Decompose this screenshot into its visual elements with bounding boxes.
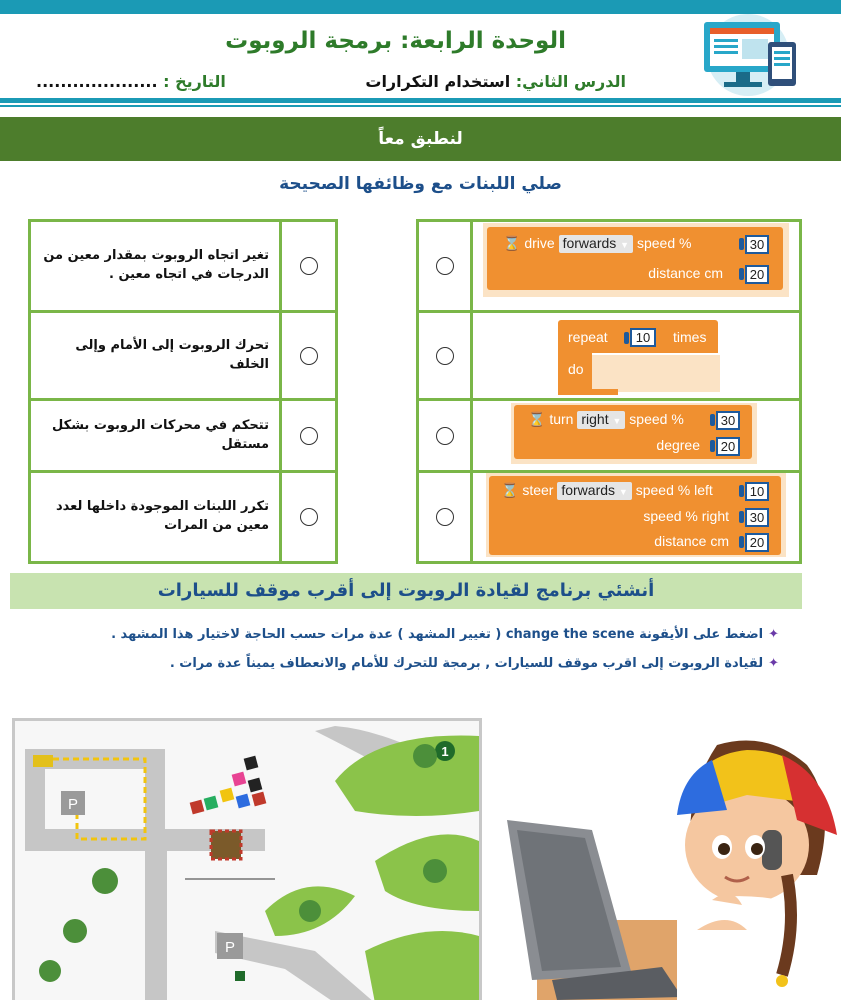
steer-direction-value: forwards (561, 482, 616, 498)
instruction-bullet (170, 656, 779, 671)
arrow-bullet-icon: ✦ (768, 656, 779, 671)
input-tab (739, 536, 744, 548)
function-text: تتحكم في محركات الروبوت بشكل مستقل (30, 400, 281, 472)
steer-right-input[interactable]: 30 (745, 508, 769, 527)
unit-title: الوحدة الرابعة: برمجة الروبوت (225, 28, 566, 54)
parking-sign-text: P (67, 796, 79, 813)
steer-block[interactable] (489, 476, 781, 555)
repeat-keyword: repeat (568, 329, 608, 345)
function-circle-cell (281, 472, 337, 563)
connect-circle[interactable] (300, 257, 318, 275)
connect-circle[interactable] (300, 347, 318, 365)
practice-banner: لنطبق معاً (0, 117, 841, 161)
hourglass-icon: ⌛ (501, 482, 519, 498)
block-circle-cell (418, 312, 472, 400)
drive-speed-label: speed % (636, 235, 692, 251)
instruction-bullet (111, 627, 779, 642)
drive-speed-input[interactable]: 30 (745, 235, 769, 254)
function-circle-cell (281, 312, 337, 400)
turn-degree-label: degree (656, 437, 700, 453)
turn-direction-value: right (581, 411, 609, 427)
hourglass-icon: ⌛ (503, 235, 521, 251)
connect-circle[interactable] (300, 508, 318, 526)
date-value: .................... (36, 72, 158, 91)
repeat-block-bg (592, 355, 720, 392)
connect-circle[interactable] (436, 257, 454, 275)
turn-keyword: turn (549, 411, 574, 427)
connect-circle[interactable] (300, 427, 318, 445)
function-text: تغير اتجاه الروبوت بمقدار معين من الدرجات في اتجاه معين . (30, 221, 281, 312)
lesson-title (365, 72, 626, 91)
repeat-block[interactable] (558, 320, 718, 353)
connect-circle[interactable] (436, 347, 454, 365)
drive-distance-label: distance cm (648, 265, 723, 281)
input-tab (739, 485, 744, 497)
connect-circle[interactable] (436, 508, 454, 526)
steer-distance-label: distance cm (654, 533, 729, 549)
function-text: تكرر اللبنات الموجودة داخلها لعدد معين من المرات (30, 472, 281, 563)
steer-left-input[interactable]: 10 (745, 482, 769, 501)
input-tab (710, 414, 715, 426)
input-tab (739, 268, 744, 280)
bullet-text: لقيادة الروبوت إلى اقرب موقف للسيارات , برمجة للتحرك للأمام والانعطاف يميناً عدة مرات . (169, 656, 764, 671)
scene-number: 1 (441, 744, 449, 759)
turn-direction-dropdown[interactable] (577, 411, 625, 429)
steer-distance-input[interactable]: 20 (745, 533, 769, 552)
robot-map-scene (12, 718, 482, 1000)
block-circle-cell (418, 221, 472, 312)
steer-keyword: steer (522, 482, 554, 498)
input-tab (739, 511, 744, 523)
girl-laptop-illustration (497, 735, 841, 1000)
dropdown-arrow-icon: ▼ (620, 240, 630, 250)
function-circle-cell (281, 400, 337, 472)
turn-speed-label: speed % (629, 411, 684, 427)
connect-circle[interactable] (436, 427, 454, 445)
map-illustration (15, 721, 479, 1000)
hourglass-icon: ⌛ (528, 411, 546, 427)
turn-speed-input[interactable]: 30 (716, 411, 740, 430)
arrow-bullet-icon: ✦ (768, 627, 779, 642)
repeat-block-bottom (558, 389, 618, 395)
date-label: التاريخ : (163, 72, 226, 91)
lesson-name: استخدام التكرارات (365, 72, 511, 91)
repeat-count-input[interactable]: 10 (630, 328, 656, 347)
drive-keyword: drive (524, 235, 555, 251)
block-circle-cell (418, 400, 472, 472)
steer-left-label: speed % left (635, 482, 713, 498)
dropdown-arrow-icon: ▼ (612, 416, 622, 426)
input-tab (739, 238, 744, 250)
lesson-label: الدرس الثاني: (515, 72, 626, 91)
dropdown-arrow-icon: ▼ (618, 487, 628, 497)
section2-title: أنشئي برنامج لقيادة الروبوت إلى أقرب موقف للسيارات (10, 573, 802, 609)
turn-block[interactable] (514, 405, 752, 459)
drive-distance-input[interactable]: 20 (745, 265, 769, 284)
functions-table (28, 219, 338, 564)
drive-direction-value: forwards (562, 235, 617, 251)
date-field (36, 72, 226, 91)
computer-icon (688, 12, 808, 98)
block-circle-cell (418, 472, 472, 563)
repeat-times-label: times (673, 329, 707, 345)
matching-instruction: صلي اللبنات مع وظائفها الصحيحة (279, 174, 562, 194)
input-tab (624, 332, 629, 344)
repeat-do-arm (558, 353, 592, 393)
input-tab (710, 440, 715, 452)
repeat-do-label: do (568, 361, 584, 377)
header-divider (0, 98, 841, 103)
drive-direction-dropdown[interactable] (559, 235, 634, 253)
drive-block[interactable] (487, 227, 783, 290)
turn-degree-input[interactable]: 20 (716, 437, 740, 456)
function-text: تحرك الروبوت إلى الأمام وإلى الخلف (30, 312, 281, 400)
header-divider-thin (0, 105, 841, 107)
steer-right-label: speed % right (643, 508, 729, 524)
bullet-text: اضغط على الأيقونة change the scene ( تغيير المشهد ) عدة مرات حسب الحاجة لاختيار هذا المشهد . (111, 627, 764, 642)
function-circle-cell (281, 221, 337, 312)
steer-direction-dropdown[interactable] (557, 482, 632, 500)
parking-sign-text: P (224, 939, 236, 956)
